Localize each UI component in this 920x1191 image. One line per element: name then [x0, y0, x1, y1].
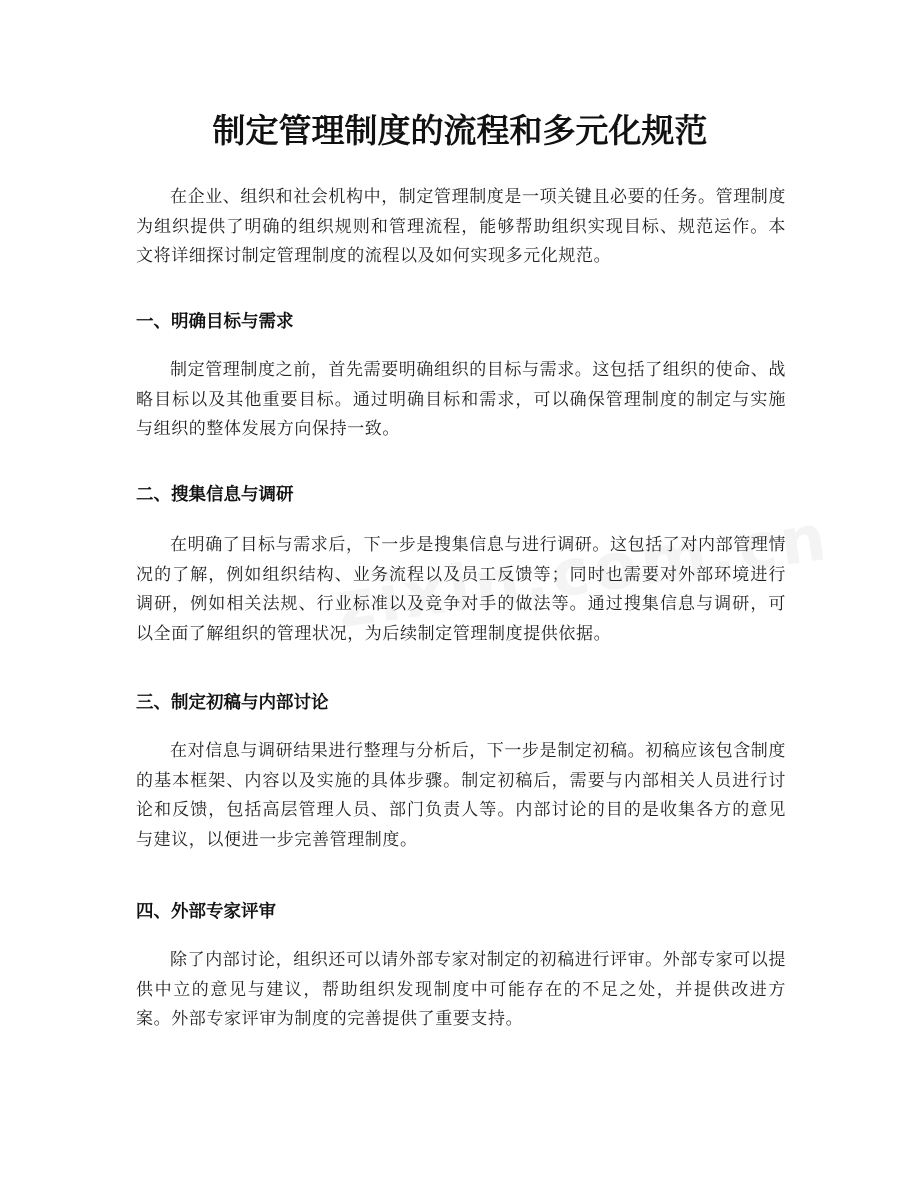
section-body-1: 制定管理制度之前，首先需要明确组织的目标与需求。这包括了组织的使命、战略目标以及其他重要目标。通过明确目标和需求，可以确保管理制度的制定与实施与组织的整体发展方向保持一致。	[136, 360, 786, 439]
section-heading-1: 一、明确目标与需求	[136, 312, 294, 332]
section-heading-3: 三、制定初稿与内部讨论	[136, 693, 329, 713]
intro-paragraph: 在企业、组织和社会机构中，制定管理制度是一项关键且必要的任务。管理制度为组织提供了明确的组织规则和管理流程，能够帮助组织实现目标、规范运作。本文将详细探讨制定管理制度的流程以及如何实现多元化规范。	[136, 187, 786, 266]
section-body-2: 在明确了目标与需求后，下一步是搜集信息与进行调研。这包括了对内部管理情况的了解，例如组织结构、业务流程以及员工反馈等；同时也需要对外部环境进行调研，例如相关法规、行业标准以及竞争对手的做法等。通过搜集信息与调研，可以全面了解组织的管理状况，为后续制定管理制度提供依据。	[136, 535, 786, 644]
section-heading-4: 四、外部专家评审	[136, 902, 276, 922]
page-title: 制定管理制度的流程和多元化规范	[212, 111, 708, 150]
section-body-3: 在对信息与调研结果进行整理与分析后，下一步是制定初稿。初稿应该包含制度的基本框架、内容以及实施的具体步骤。制定初稿后，需要与内部相关人员进行讨论和反馈，包括高层管理人员、部门负责人等。内部讨论的目的是收集各方的意见与建议，以便进一步完善管理制度。	[136, 741, 786, 850]
section-heading-2: 二、搜集信息与调研	[136, 485, 294, 505]
section-body-4: 除了内部讨论，组织还可以请外部专家对制定的初稿进行评审。外部专家可以提供中立的意见与建议，帮助组织发现制度中可能存在的不足之处，并提供改进方案。外部专家评审为制度的完善提供了重要支持。	[136, 950, 786, 1029]
